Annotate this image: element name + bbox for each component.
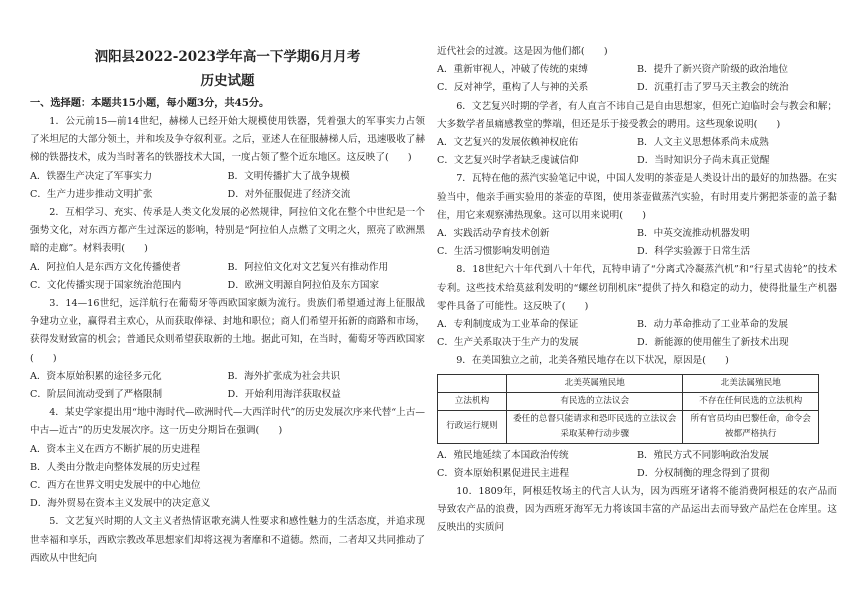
question-stem: 10．1809年，阿根廷牧场主的代言人认为，因为西班牙诸将不能消费阿根廷的农产品而导致农产品的浪费，因为西班牙海军无力将该国丰富的产品运出去而导致产品烂在仓库里。这反映出的实质问 — [437, 486, 837, 534]
right-column — [437, 0, 837, 538]
question-10 — [437, 483, 837, 538]
table-header: 北美英属殖民地 — [507, 374, 683, 392]
exam-title: 泗阳县2022-2023学年高一下学期6月月考 — [94, 49, 361, 65]
option-a: A．铁器生产决定了军事实力 — [30, 170, 153, 182]
table-cell: 不存在任何民选的立法机构 — [683, 392, 819, 410]
question-2 — [30, 204, 425, 295]
question-stem: 5．文艺复兴时期的人文主义者热情讴歌充满人性要求和感性魅力的生活态度，并追求现世幸福和享乐，西欧宗教改革思想家们却将这视为奢靡和不道德。然而，二者却又共同推动了西欧从中世纪向 — [30, 516, 425, 564]
section-heading: 一、选择题：本题共15小题，每小题3分，共45分。 — [30, 97, 270, 109]
option-b: B．殖民方式不同影响政治发展 — [637, 449, 769, 461]
question-6 — [437, 98, 837, 171]
option-c: C．生产关系取决于生产力的发展 — [437, 337, 579, 349]
question-1 — [30, 113, 425, 204]
option-d: D．科学实验源于日常生活 — [637, 246, 751, 258]
table-row-label: 立法机构 — [438, 392, 507, 410]
option-c: C．资本原始积累促进民主进程 — [437, 467, 570, 479]
option-a: A．专利制度成为工业革命的保证 — [437, 319, 579, 331]
option-c: C．文艺复兴时学者缺乏虔诚信仰 — [437, 155, 579, 167]
option-b: B．人类由分散走向整体发展的历史过程 — [30, 461, 201, 473]
question-7 — [437, 170, 837, 261]
table-cell: 所有官员均由巴黎任命，命令会被都严格执行 — [683, 410, 819, 443]
question-stem: 1．公元前15—前14世纪，赫梯人已经开始大规模使用铁器，凭着强大的军事实力占领了米坦尼的大部分领土，并和埃及争夺叙利亚。之后，亚述人在征服赫梯人后，迅速吸收了赫梯的铁器技术，成为当时著名的铁器技术大国，一度占领了整个近东地区。这反映了( ) — [30, 116, 425, 164]
option-b: B．人文主义思想体系尚未成熟 — [637, 137, 769, 149]
option-d: D．欧洲文明源自阿拉伯及东方国家 — [227, 279, 380, 291]
option-d: D．新能源的使用催生了新技术出现 — [637, 337, 789, 349]
table-header: 北美法属殖民地 — [683, 374, 819, 392]
option-b: B．提升了新兴资产阶级的政治地位 — [637, 64, 788, 76]
option-d: D．当时知识分子尚未真正觉醒 — [637, 155, 770, 167]
option-c: C．西方在世界文明史发展中的中心地位 — [30, 480, 201, 492]
option-a: A．资本原始积累的途径多元化 — [30, 370, 162, 382]
option-a: A．实践活动孕育技术创新 — [437, 228, 550, 240]
exam-subtitle: 历史试题 — [200, 73, 255, 89]
option-b: B．海外扩张成为社会共识 — [227, 370, 341, 382]
question-stem: 7．瓦特在他的蒸汽实验笔记中说，中国人发明的茶壶是人类设计出的最好的加热器。在实验当中，他亲手画实验用的茶壶的草图，使用茶壶做蒸汽实验，有时用麦片粥把茶壶的盖子黏住，用它来观察沸热现象。这可以用来说明( ) — [437, 173, 837, 221]
option-d: D．分权制衡的理念得到了贯彻 — [637, 467, 770, 479]
option-c: C．反对神学，重构了人与神的关系 — [437, 82, 589, 94]
option-b: B．动力革命推动了工业革命的发展 — [637, 319, 788, 331]
option-b: B．中英交流推动机器发明 — [637, 228, 750, 240]
question-stem: 2．互相学习、充实、传承是人类文化发展的必然规律，阿拉伯文化在整个中世纪是一个强势文化，对东西方都产生过深远的影响，特别是“阿拉伯人点燃了文明之火，照亮了欧洲黑暗的走廊”。材料表明( ) — [30, 207, 425, 255]
question-5-options — [437, 61, 837, 97]
option-c: C．阶层间流动受到了严格限制 — [30, 389, 163, 401]
option-c: C．生产力进步推动文明扩张 — [30, 188, 153, 200]
question-5-continued: 近代社会的过渡。这是因为他们都( ) — [437, 46, 608, 57]
option-d: D．沉重打击了罗马天主教会的统治 — [637, 82, 789, 94]
option-a: A．殖民地延续了本国政治传统 — [437, 449, 569, 461]
option-a: A．资本主义在西方不断扩展的历史进程 — [30, 443, 201, 455]
question-4 — [30, 404, 425, 513]
question-3 — [30, 295, 425, 404]
table-cell: 委任的总督只能请求和恐吓民选的立法议会采取某种行动步骤 — [507, 410, 683, 443]
option-a: A．重新审视人，冲破了传统的束缚 — [437, 64, 588, 76]
table-cell: 有民选的立法议会 — [507, 392, 683, 410]
option-d: D．开始利用海洋获取权益 — [227, 389, 341, 401]
question-stem: 9．在美国独立之前，北美各殖民地存在以下状况，原因是( ) — [456, 355, 729, 367]
option-d: D．对外征服促进了经济交流 — [227, 188, 351, 200]
question-stem: 3．14—16世纪，远洋航行在葡萄牙等西欧国家颇为流行。贵族们希望通过海上征服战争建功立业，赢得君主欢心，从而获取俸禄、封地和职位；商人们希望开拓新的商路和市场，获得发财致富的机会；普通民众则希望获取新的土地。据此可知，在当时，葡萄牙等西欧国家( ) — [30, 298, 425, 364]
option-a: A．文艺复兴的发展依赖神权庇佑 — [437, 137, 579, 149]
option-c: C．生活习惯影响发明创造 — [437, 246, 550, 258]
option-d: D．海外贸易在资本主义发展中的决定意义 — [30, 498, 211, 510]
option-b: B．阿拉伯文化对文艺复兴有推动作用 — [227, 261, 389, 273]
table-corner-cell — [438, 374, 507, 392]
left-column — [30, 0, 425, 568]
question-stem: 4．某史学家提出用“地中海时代—欧洲时代—大西洋时代”的历史发展次序来代替“上古—中古—近古”的历史发展次序。这一历史分期旨在强调( ) — [30, 407, 425, 437]
option-a: A．阿拉伯人是东西方文化传播使者 — [30, 261, 181, 273]
question-5 — [30, 513, 425, 568]
question-stem: 8．18世纪六十年代到八十年代，瓦特申请了“分离式冷凝蒸汽机”和“行星式齿轮”的技术专利。这些技术给莫兹利发明的“螺丝切削机床”提供了持久和稳定的动力，使得批量生产机器零件具备了可能性。这反映了( ) — [437, 264, 837, 312]
table-row-label: 行政运行规则 — [438, 410, 507, 443]
colony-comparison-table — [437, 374, 819, 444]
question-stem: 6．文艺复兴时期的学者，有人直言不讳自己是自由思想家，但死亡迫临时会与教会和解；大多数学者虽痛感教堂的弊端，但还是乐于接受教会的聘用。这些现象说明( ) — [437, 100, 837, 130]
question-8 — [437, 261, 837, 352]
option-c: C．文化传播实现于国家统治范围内 — [30, 279, 182, 291]
option-b: B．文明传播扩大了战争规模 — [227, 170, 350, 182]
question-9 — [437, 352, 837, 483]
